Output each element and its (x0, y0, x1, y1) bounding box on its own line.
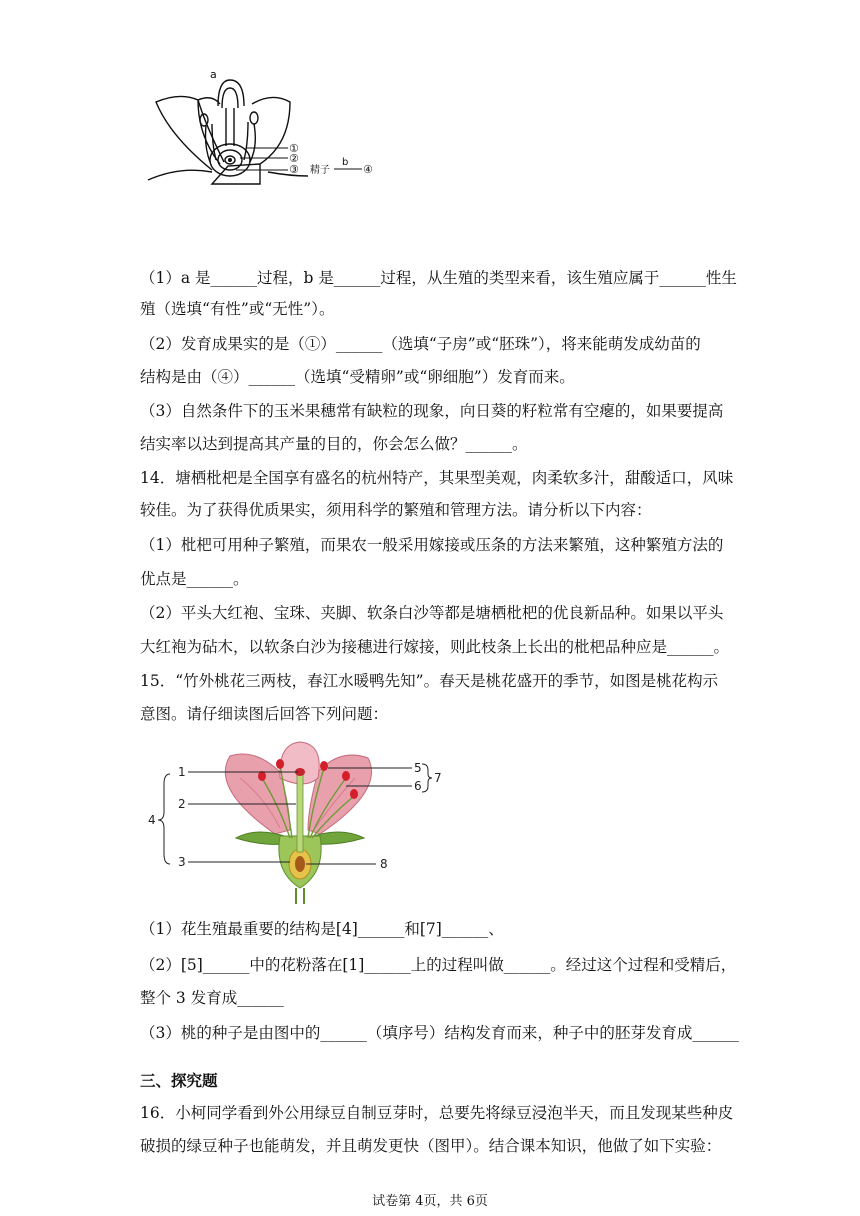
q13-line-5: （3）自然条件下的玉米果穗常有缺粒的现象，向日葵的籽粒常有空瘪的，如果要提高 (140, 402, 724, 420)
q14-line-2: 较佳。为了获得优质果实，须用科学的繁殖和管理方法。请分析以下内容： (140, 501, 652, 519)
egg-cell (228, 158, 232, 162)
q14-line-3: （1）枇杷可用种子繁殖，而果农一般采用嫁接或压条的方法来繁殖，这种繁殖方法的 (140, 536, 724, 554)
q13-line-4: 结构是由（④）______（选填“受精卵”或“卵细胞”）发育而来。 (140, 368, 575, 386)
figure-label-b: b (342, 157, 349, 168)
peach-flower-figure (140, 738, 450, 904)
q15-line-5: 整个 3 发育成______ (140, 989, 284, 1007)
q14-line-6: 大红袍为砧木，以软条白沙为接穗进行嫁接，则此枝条上长出的枇杷品种应是______。 (140, 638, 730, 656)
flower-outline (148, 80, 308, 184)
section-heading: 三、探究题 (140, 1071, 218, 1090)
q13-line-3: （2）发育成果实的是（①）______（选填“子房”或“胚珠”），将来能萌发成幼苗的 (140, 335, 701, 353)
q16-line-2: 破损的绿豆种子也能萌发，并且萌发更快（图甲）。结合课本知识，他做了如下实验： (140, 1137, 722, 1155)
marker-2: ② (289, 152, 299, 165)
marker-3: ③ (289, 163, 299, 176)
q13-line-2: 殖（选填“有性”或“无性”）。 (140, 300, 335, 318)
label-6: 6 (414, 779, 422, 793)
label-8: 8 (380, 857, 388, 871)
label-5: 5 (414, 761, 422, 775)
q14-line-5: （2）平头大红袍、宝珠、夹脚、软条白沙等都是塘栖枇杷的优良新品种。如果以平头 (140, 604, 724, 622)
marker-1: ① (289, 142, 299, 155)
q15-line-2: 意图。请仔细读图后回答下列问题： (140, 705, 389, 723)
q16-line-1: 16．小柯同学看到外公用绿豆自制豆芽时，总要先将绿豆浸泡半天，而且发现某些种皮 (140, 1104, 734, 1122)
q15-line-1: 15．“竹外桃花三两枝，春江水暖鸭先知”。春天是桃花盛开的季节，如图是桃花构示 (140, 672, 719, 690)
q13-line-6: 结实率以达到提高其产量的目的，你会怎么做？______。 (140, 435, 528, 453)
label-2: 2 (178, 797, 186, 811)
label-4: 4 (148, 813, 156, 827)
label-3: 3 (178, 855, 186, 869)
marker-4: ④ (363, 163, 373, 176)
q15-line-3: （1）花生殖最重要的结构是[4]______和[7]______、 (140, 920, 504, 938)
q15-line-4: （2）[5]______中的花粉落在[1]______上的过程叫做______。经过这个过程和受精后， (140, 956, 737, 974)
sperm-label: 精子 (310, 165, 330, 176)
figure-label-a: a (210, 68, 217, 81)
q14-line-4: 优点是______。 (140, 570, 249, 588)
label-1: 1 (178, 765, 186, 779)
label-7: 7 (434, 771, 442, 785)
style (297, 774, 303, 852)
page-footer: 试卷第 4页，共 6页 (372, 1194, 488, 1209)
q13-line-1: （1）a 是______过程，b 是______过程，从生殖的类型来看，该生殖应属于______性生 (140, 269, 737, 287)
flower-fertilization-figure (140, 66, 380, 196)
ovule (295, 856, 305, 872)
q14-line-1: 14．塘栖枇杷是全国享有盛名的杭州特产，其果型美观，肉柔软多汁，甜酸适口，风味 (140, 469, 734, 487)
q15-line-6: （3）桃的种子是由图中的______（填序号）结构发育而来，种子中的胚芽发育成______ (140, 1024, 739, 1042)
